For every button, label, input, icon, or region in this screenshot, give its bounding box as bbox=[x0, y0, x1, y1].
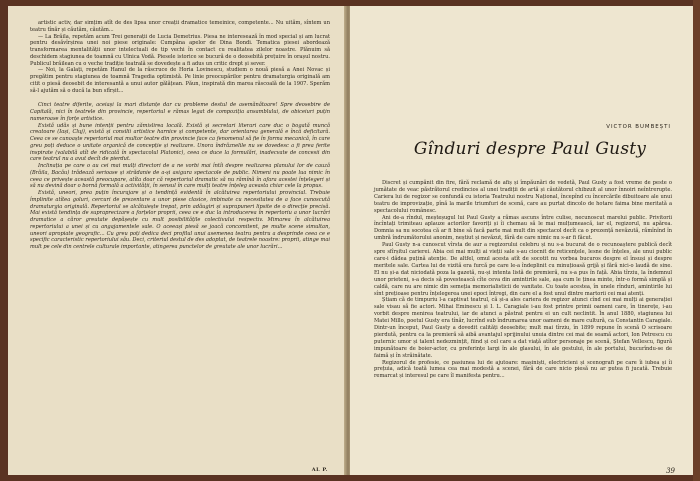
paragraph: artistic activ, dar simțim atît de des lipsa unor creații dramatice temeinice, competente... Nu uităm, sîntem un teatru tînăr și căutăm, căutăm... bbox=[30, 20, 330, 33]
right-text-column bbox=[374, 180, 672, 380]
paragraph: — La Brăila, repetăm acum Trei generații de Lucia Demetrius. Piesa ne interesează în mod special și am lucrat pentru desăvîrșirea unei noi piese originale: Cumpăna apelor de Dina Bondi. Tematica piesei abordează transformarea mentalității unor intelectuali de tip vechi în contact cu realitatea zilelor noastre. Plănuim să deschidem stagiunea de toamnă cu Ulnica Vodă. Piesele istorice se bucură de o deosebită prețuire în orașul nostru. Publicul brăilean cu o veche tradiție teatrală se dovedește a fi adus un critic drept și sever. bbox=[30, 33, 330, 67]
article-title: Gînduri despre Paul Gusty bbox=[413, 139, 647, 159]
paragraph: Ani de-a rîndul, meșteșugul lui Paul Gusty a rămas ascuns între culise, necunoscut marelui public. Privitorii încîntați trimiteau aplauze actorilor favoriți și îi chemau să le mai mulțumească, iar el, regizorul, nu apărea. Domnia sa nu socotea că ar fi bine să facă parte mai mult din spectacol decît ca o prezență nevăzută, rămînînd în umbră îndrumătorului anonim, neștiut și nevăzut, fără de care nimic nu s-ar fi făcut. bbox=[374, 214, 672, 242]
paragraph: Cinci teatre diferite, aceiași la mari distanțe dar cu probleme destul de asemănătoare! Spre deosebire de Capitală, nici în teatrele din provincie, repertoriul e rămas legat de compoziția ansamblului, de obiceiuri puțin numeroase în forțe artistice. bbox=[30, 102, 330, 122]
article-signature: AL P. bbox=[311, 467, 328, 473]
paragraph: Discret și cumpănit din fire, fără reclamă de afiș și împăunări de vedetă, Paul Gusty a fost vreme de peste o jumătate de veac păstrătorul credincios al unei tradiții de artă și căutătorul chibzuit al unor înnoiri neîntrerupte. Cariera lui de regizor se confundă cu istoria Teatrului nostru Național, începînd cu încercările dibuitoare ale unui teatru de improvizație, pînă la marile triumfuri de scenă, care au purtat dincolo de hotare faima bine meritată a spectacolului românesc. bbox=[374, 180, 672, 214]
paragraph: — Noi, la Galați, repetăm Hanul de la răscruce de Horia Lovinescu, studiem o nouă piesă a Anei Novac și pregătim pentru stagiunea de toamnă Tragedia optimistă. Pe linie preocupărilor pentru dramaturgia originală am citit o piesă deosebit de interesantă a unui autor gălățean. Păun, inspirată din marea răscoală de la 1907. Sperăm să-l ajutăm să o ducă la bun sfîrșit... bbox=[30, 67, 330, 94]
book-cover-edge bbox=[693, 0, 700, 481]
right-page bbox=[350, 6, 693, 475]
article-author: VICTOR BUMBEȘTI bbox=[606, 124, 671, 130]
paragraph: Știam că de timpuriu l-a captivat teatrul, că și-a ales cariera de regizor atunci cînd cei mai mulți ai generației sale visau să fie actori. Mihai Eminescu și I. L. Caragiale i-au fost printre primii oameni care, în tinerețe, i-au vorbit despre menirea teatrului, iar de atunci a păstrat pentru ei un cult neclintit. În anul 1880, stagiunea lui Matei Millo, poetul Gusty era tînăr, lucrînd sub îndrumarea unor oameni de mare cultură, ca Constantin Caragiale. Dintr-un început, Paul Gusty a dovedit calități deosebite; mult mai tîrziu, în 1899 repune în scenă O scrisoare pierdută, pentru ca la premieră să aibă avantajul sprijinului unuia dintre cei mai de seamă actori, Ion Petrescu cu puternic umor și talent nedezmințit, fiind și cel care a dat viață atîtor personaje pe scenă, Ștefan Vellescu, figură impunătoare de boier-actor, cu preferințe largi în ale glasului, în ale gestului, în ale portului, bucurîndu-se de faimă și în străinătate. bbox=[374, 297, 672, 359]
paragraph: Există udăs și bune intenții pentru zămislirea locală. Există și secretari literari care duc o bogată muncă creatoare (Iași, Cluj), există și consilii artistice harnice și competente, dar orientarea generală e încă deficitară. Ceea ce se cunoaște repertoriul mai multor teatre din provincie face ca fenomenul să fie în forma mecanică, în care greu poți deduce o unitate organică de concepție și realizare. Unora îndrăznelile nu se dovedesc a fi prea ferite inspirate (valabilă atît de ridicată în spectacolul Platonic), ceea ce duce la formulări, inadecvate de concesii din care teatrul nu a avut decît de pierdut. bbox=[30, 122, 330, 163]
paragraph: Inclinația pe care o au cei mai mulți directori de a ne vorbi mai întîi despre realizarea planului lor de cauză (Brăila, Bacău) trădează serioase și strădanie de a-și asigura spectacole de public. Nimeni nu poate lua nimic în ceea ce privește această preocupare, atîta doar că repertoriul dramatic să nu rămînă în afara acestei înțelegeri și să nu devină doar o bornă formală a activității, în sensul în care mulți teatre înțeleg aceasta chiar cele la propus. bbox=[30, 163, 330, 190]
left-page bbox=[8, 6, 346, 475]
paragraph: Paul Gusty n-a cunoscut vîrsta de aur a regizorului celebru și nu s-a bucurat de o recunoaștere publică decît spre sfîrșitul carierei. Abia cei mai mulți ai vieții sale s-au ciocnit de reticențele, lesne de înțeles, ale unui public care-i dădea puțină atenție. De altfel, omul acesta atît de socotit nu vorbea bucuros despre el însuși și despre meritele sale. Cartea lui de vizită era furcă pe care le-a îndeplinit cu minuțioasă grijă și fără nici-o laudă de sine. El nu și-a dat niciodată poza la gazetă, nu-și intenta listă de premieră, nu s-a pus în față. Abia tîrziu, la îndemnul unor prieteni, s-a decis să povestească cîte ceva din amintirile sale, așa cum le ținea minte, într-o formă simplă și caldă, care nu are nimic din semeția memorialisticii de vanitate. Cu toate acestea, în unele rînduri, amintirile lui sînt prețioase pentru înțelegerea unei epoci întregi, din care el a fost unul dintre martorii cei mai atenți. bbox=[374, 242, 672, 297]
page-number: 39 bbox=[666, 467, 675, 475]
paragraph: Există, uneori, prea puțin încurajare și o tendință evidentă în alcătuirea repertoriului provincial. Trebuie împlinite atîtea goluri, cercuri de prezentare a unor piese clasice, imbinate cu necesitatea de a face cunoscută dramaturgia originală. Repertoriul se alcătuiește trepat, prin adăugiri și suprapuneri lipsite de o direcție precisă. Mai există tendința de supraprecizare a forțelor proprii, ceea ce e duc la introducerea în repertoriu a unor lucrări dramatice a căror greutate depășește cu mult posibilitățile colectivului respectiv. Mimarea în alcătuirea repertoriului a unei și cu angajamentele sale. O aceeași piesă se joacă concomitent, pe multe scene simultan, uneori apropiate geografic... Cu greu poți dedica deci profilul unui asemenea teatru pentru a desprinde ceea ce e specific caracteristic repertoriului său. Deci, criteriul destul de des adoptat, de teatrele noastre: proprii, atinge mai mult pe cele din centrele culturale importante, atingerea punctelor de greutate ale unor lucrări... bbox=[30, 190, 330, 250]
left-text-column bbox=[30, 20, 330, 251]
paragraph: Regizorul de profesie, ce pasiunea lui de ajutoare: mașiniști, electricieni și scenografi pe care îi iubea și îi prețuia, adică toată lumea cea mai modestă a scenei, fără de care nicio piesă nu ar putea fi jucată. Trebuie remarcat și interesul pe care îl manifesta pentru... bbox=[374, 359, 672, 380]
